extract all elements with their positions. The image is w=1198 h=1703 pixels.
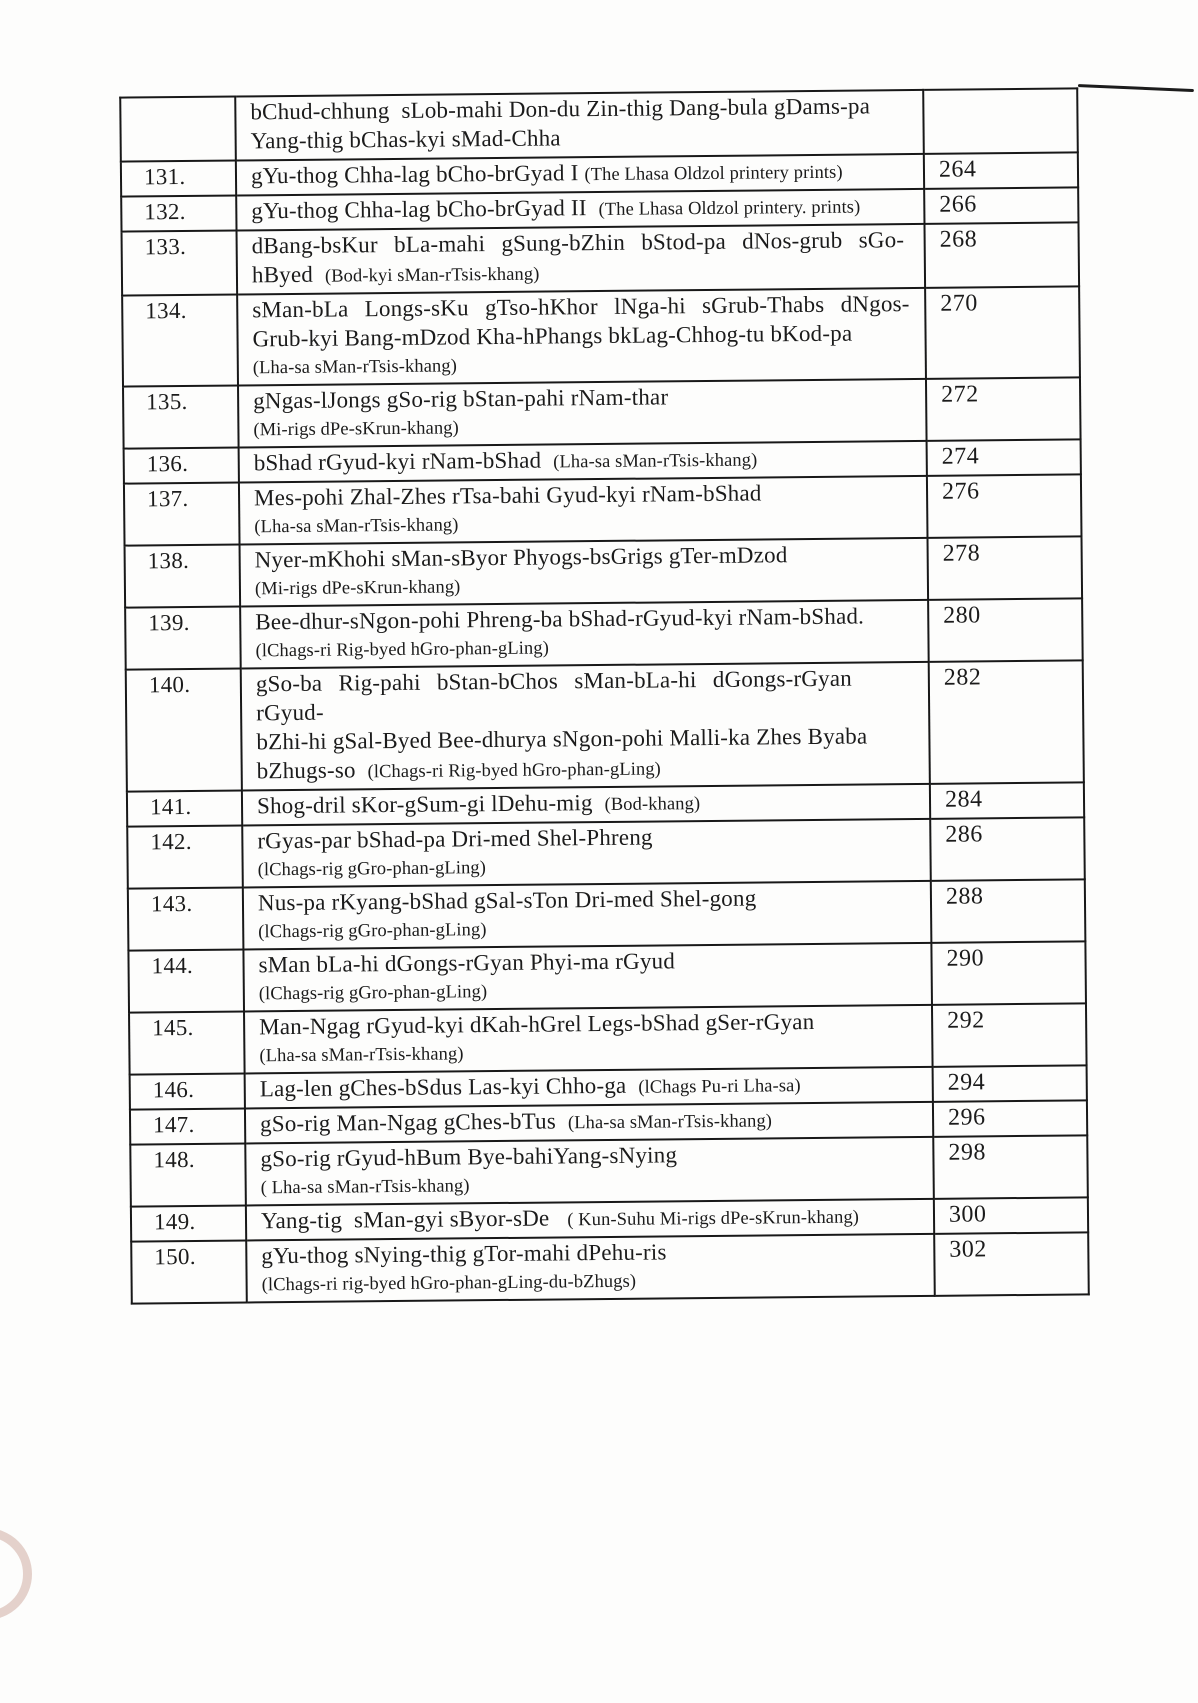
index-table — [119, 87, 1090, 1304]
table-row — [125, 536, 1083, 607]
entry-title — [246, 1234, 935, 1303]
entry-page-number: 270 — [925, 286, 1080, 378]
entry-title — [243, 943, 932, 1012]
title-line — [251, 192, 911, 227]
title-text: gSo-rig Man-Ngag gChes-bTus — [259, 1108, 568, 1137]
table-row — [122, 222, 1080, 295]
source-note: (The Lhasa Oldzol printery. prints) — [598, 197, 861, 221]
table-row — [129, 1003, 1087, 1074]
entry-title — [237, 288, 926, 386]
source-note: (Lha-sa sMan-rTsis-khang) — [252, 356, 458, 379]
title-text: Nyer-mKhohi sMan-sByor Phyogs-bsGrigs gTer-mDzod — [254, 542, 788, 573]
source-note: (lChags Pu-ri Lha-sa) — [638, 1076, 801, 1098]
source-note: (The Lhasa Oldzol printery prints) — [584, 162, 843, 186]
entry-page-number: 294 — [933, 1065, 1087, 1101]
title-text: Shog-dril sKor-gSum-gi lDehu-mig — [256, 789, 605, 819]
entry-page-number: 288 — [931, 879, 1086, 942]
source-note: (Lha-sa sMan-rTsis-khang) — [553, 450, 758, 473]
entry-page-number: 264 — [924, 152, 1078, 188]
scan-edge-line — [1078, 84, 1194, 92]
title-line — [254, 444, 914, 479]
entry-title — [239, 476, 928, 545]
entry-title — [245, 1137, 934, 1206]
table-row — [122, 286, 1080, 386]
source-note: (lChags-rig gGro-phan-gLing) — [258, 920, 487, 943]
entry-number: 145. — [129, 1011, 245, 1074]
table-row — [130, 1135, 1088, 1206]
table-row — [126, 660, 1084, 791]
title-text: Man-Ngag rGyud-kyi dKah-hGrel Legs-bShad gSer-rGyan — [259, 1008, 815, 1040]
title-line — [261, 1202, 921, 1237]
entry-page-number: 302 — [934, 1232, 1089, 1295]
entry-number — [120, 97, 236, 162]
title-line — [257, 787, 917, 822]
title-text: gNgas-lJongs gSo-rig bStan-pahi rNam-thar — [253, 384, 669, 414]
entry-title — [240, 600, 929, 669]
table-row — [124, 474, 1082, 545]
entry-page-number: 274 — [927, 439, 1081, 475]
title-line — [257, 752, 917, 787]
title-text: gYu-thog sNying-thig gTor-mahi dPehu-ris — [261, 1239, 667, 1269]
title-text: Nus-pa rKyang-bShad gSal-sTon Dri-med Shel-gong — [257, 885, 757, 916]
title-line — [256, 665, 917, 729]
title-text: bZhi-hi gSal-Byed Bee-dhurya sNgon-pohi Malli-ka Zhes Byaba — [256, 723, 868, 755]
title-line — [253, 411, 913, 444]
title-line — [259, 1037, 919, 1070]
title-text: gYu-thog Chha-lag bCho-brGyad II — [251, 195, 599, 224]
entry-title — [243, 881, 932, 950]
entry-number: 147. — [130, 1108, 245, 1144]
table-row — [123, 377, 1081, 448]
source-note: (lChags-ri Rig-byed hGro-phan-gLing) — [255, 638, 550, 662]
entry-number: 138. — [125, 544, 241, 607]
title-line — [251, 157, 911, 192]
title-text: bShad rGyud-kyi rNam-bShad — [253, 447, 554, 476]
title-line — [258, 913, 918, 946]
title-line — [255, 632, 915, 665]
title-text: Yang-tig sMan-gyi sByor-sDe — [260, 1205, 568, 1234]
source-note: (lChags-rig gGro-phan-gLing) — [257, 858, 487, 881]
title-text: bChud-chhung sLob-mahi Don-du Zin-thig Dang-bula gDams-pa — [250, 93, 871, 125]
entry-title — [235, 90, 924, 161]
title-line — [254, 508, 914, 541]
table-row — [131, 1232, 1089, 1303]
table-row — [128, 941, 1086, 1012]
source-note: (Bod-khang) — [604, 794, 701, 815]
source-note: (lChags-ri rig-byed hGro-phan-gLing-du-bZhugs) — [261, 1271, 637, 1296]
title-line — [255, 570, 915, 603]
title-line — [259, 975, 919, 1008]
table-row — [125, 598, 1083, 669]
title-text: dBang-bsKur bLa-mahi gSung-bZhin bStod-pa dNos-grub sGo- — [251, 227, 905, 259]
title-text: sMan bLa-hi dGongs-rGyan Phyi-ma rGyud — [258, 948, 676, 978]
title-line — [260, 1105, 920, 1140]
entry-page-number: 278 — [927, 536, 1082, 599]
entry-number: 143. — [128, 887, 244, 950]
table-row — [120, 88, 1078, 161]
title-text: bZhugs-so — [256, 757, 368, 784]
entry-number: 141. — [127, 790, 242, 826]
title-line — [260, 1070, 920, 1105]
title-text: rGyas-par bShad-pa Dri-med Shel-Phreng — [257, 824, 653, 854]
source-note: (Lha-sa sMan-rTsis-khang) — [259, 1044, 464, 1067]
title-text: Mes-pohi Zhal-Zhes rTsa-bahi Gyud-kyi rNam-bShad — [253, 480, 762, 511]
title-line — [253, 349, 913, 382]
source-note: (lChags-rig gGro-phan-gLing) — [258, 982, 488, 1005]
entry-title — [240, 538, 929, 607]
entry-number: 140. — [126, 668, 242, 791]
entry-page-number: 282 — [929, 660, 1084, 783]
entry-title — [238, 379, 927, 448]
source-note: (lChags-ri Rig-byed hGro-phan-gLing) — [367, 759, 661, 783]
entry-number: 150. — [131, 1240, 247, 1303]
source-note: ( Lha-sa sMan-rTsis-khang) — [260, 1176, 470, 1199]
entry-number: 142. — [127, 825, 243, 888]
source-note: (Lha-sa sMan-rTsis-khang) — [254, 515, 459, 538]
title-line — [251, 122, 911, 157]
entry-title — [241, 662, 930, 791]
entry-page-number — [923, 88, 1078, 153]
entry-page-number: 286 — [930, 817, 1085, 880]
entry-number: 148. — [130, 1143, 246, 1206]
source-note: ( Kun-Suhu Mi-rigs dPe-sKrun-khang) — [567, 1207, 860, 1231]
entry-page-number: 300 — [934, 1197, 1088, 1233]
entry-number: 146. — [130, 1073, 245, 1109]
entry-page-number: 280 — [928, 598, 1083, 661]
title-text: Bee-dhur-sNgon-pohi Phreng-ba bShad-rGyud-kyi rNam-bShad. — [255, 603, 865, 635]
entry-page-number: 292 — [932, 1003, 1087, 1066]
title-line — [262, 1266, 922, 1299]
title-text: hByed — [251, 261, 326, 288]
source-note: (Lha-sa sMan-rTsis-khang) — [567, 1111, 773, 1134]
entry-number: 131. — [121, 161, 236, 197]
entry-page-number: 296 — [933, 1100, 1087, 1136]
entry-number: 144. — [128, 949, 244, 1012]
entry-page-number: 266 — [924, 187, 1078, 223]
index-table-body — [120, 88, 1089, 1303]
title-line — [261, 1169, 921, 1202]
table-row — [127, 817, 1085, 888]
source-note: (Mi-rigs dPe-sKrun-khang) — [254, 577, 461, 600]
entry-number: 149. — [131, 1205, 246, 1241]
entry-number: 135. — [123, 385, 239, 448]
entry-page-number: 272 — [926, 377, 1081, 440]
entry-number: 134. — [122, 294, 238, 386]
source-note: (Mi-rigs dPe-sKrun-khang) — [253, 418, 459, 441]
scan-stain-mark — [0, 1528, 32, 1620]
entry-title — [244, 1005, 933, 1074]
entry-number: 137. — [124, 482, 240, 545]
title-text: gSo-rig rGyud-hBum Bye-bahiYang-sNying — [260, 1142, 678, 1172]
entry-title — [242, 819, 931, 888]
title-line — [252, 256, 912, 291]
table-row — [128, 879, 1086, 950]
title-text: gSo-ba Rig-pahi bStan-bChos sMan-bLa-hi dGongs-rGyan rGyud- — [255, 665, 869, 726]
title-text: Lag-len gChes-bSdus Las-kyi Chho-ga — [259, 1072, 639, 1102]
entry-page-number: 290 — [931, 941, 1086, 1004]
entry-page-number: 276 — [927, 474, 1082, 537]
entry-number: 132. — [121, 196, 236, 232]
index-table-wrapper — [119, 87, 1088, 1304]
entry-number: 139. — [125, 606, 241, 669]
title-text: gYu-thog Chha-lag bCho-brGyad I — [250, 160, 585, 189]
entry-page-number: 298 — [933, 1135, 1088, 1198]
title-line — [258, 851, 918, 884]
entry-number: 136. — [124, 447, 239, 483]
entry-title — [237, 224, 926, 295]
title-text: sMan-bLa Longs-sKu gTso-hKhor lNga-hi sGrub-Thabs dNgos- — [252, 291, 910, 323]
title-text: Yang-thig bChas-kyi sMad-Chha — [250, 125, 561, 154]
title-text: Grub-kyi Bang-mDzod Kha-hPhangs bkLag-Chhog-tu bKod-pa — [252, 320, 853, 352]
entry-page-number: 284 — [930, 782, 1084, 818]
entry-page-number: 268 — [924, 222, 1079, 287]
entry-number: 133. — [122, 231, 238, 296]
source-note: (Bod-kyi sMan-rTsis-khang) — [324, 264, 540, 287]
